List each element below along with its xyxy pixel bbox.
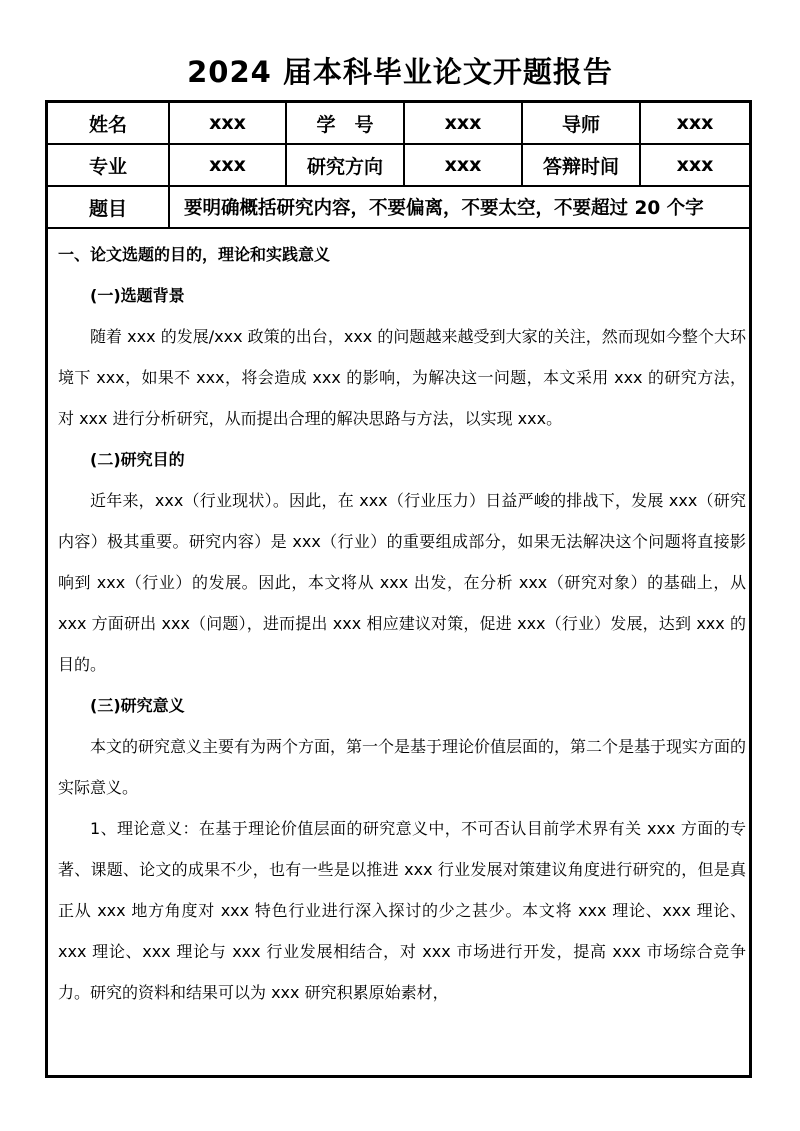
section-heading-1: 一、论文选题的目的，理论和实践意义 bbox=[58, 245, 331, 264]
paragraph-significance: 本文的研究意义主要有为两个方面，第一个是基于理论价值层面的，第二个是基于现实方面的实际意义。 bbox=[58, 737, 747, 797]
report-form bbox=[45, 100, 752, 1078]
info-table bbox=[48, 103, 749, 229]
info-row-2 bbox=[48, 144, 749, 186]
name-value: xxx bbox=[169, 103, 286, 144]
research-direction-value: xxx bbox=[404, 144, 522, 186]
research-direction-label: 研究方向 bbox=[286, 144, 404, 186]
topic-value: 要明确概括研究内容，不要偏离，不要太空，不要超过 20 个字 bbox=[169, 186, 749, 228]
subsection-heading-purpose: (二)研究目的 bbox=[90, 450, 185, 469]
report-title: 2024 届本科毕业论文开题报告 bbox=[187, 55, 613, 89]
subsection-heading-background: (一)选题背景 bbox=[90, 286, 185, 305]
defense-time-label: 答辩时间 bbox=[522, 144, 640, 186]
name-label: 姓名 bbox=[48, 103, 169, 144]
paragraph-theoretical-significance: 1、理论意义：在基于理论价值层面的研究意义中，不可否认目前学术界有关 xxx 方面的专著、课题、论文的成果不少，也有一些是以推进 xxx 行业发展对策建议角度进行研究的，但是真正从 xxx 地方角度对 xxx 特色行业进行深入探讨的少之甚少。本文将 xxx 理论、xxx 理论、xxx 理论、xxx 理论与 xxx 行业发展相结合，对 xxx 市场进行开发，提高 xxx 市场综合竞争力。研究的资料和结果可以为 xxx 研究积累原始素材， bbox=[58, 819, 746, 1002]
defense-time-value: xxx bbox=[640, 144, 749, 186]
topic-label: 题目 bbox=[48, 186, 169, 228]
paragraph-purpose: 近年来，xxx（行业现状）。因此，在 xxx（行业压力）日益严峻的排战下，发展 xxx（研究内容）极其重要。研究内容）是 xxx（行业）的重要组成部分，如果无法解决这个问题将直接影响到 xxx（行业）的发展。因此，本文将从 xxx 出发，在分析 xxx（研究对象）的基础上，从 xxx 方面研出 xxx（问题），进而提出 xxx 相应建议对策，促进 xxx（行业）发展，达到 xxx 的目的。 bbox=[58, 491, 746, 674]
major-value: xxx bbox=[169, 144, 286, 186]
advisor-label: 导师 bbox=[522, 103, 640, 144]
student-id-value: xxx bbox=[404, 103, 522, 144]
info-row-1 bbox=[48, 103, 749, 144]
info-row-3 bbox=[48, 186, 749, 228]
report-body bbox=[58, 234, 746, 1013]
paragraph-background: 随着 xxx 的发展/xxx 政策的出台，xxx 的问题越来越受到大家的关注，然而现如今整个大环境下 xxx，如果不 xxx，将会造成 xxx 的影响，为解决这一问题，本文采用 xxx 的研究方法，对 xxx 进行分析研究，从而提出合理的解决思路与方法，以实现 xxx。 bbox=[58, 327, 746, 428]
advisor-value: xxx bbox=[640, 103, 749, 144]
major-label: 专业 bbox=[48, 144, 169, 186]
subsection-heading-significance: (三)研究意义 bbox=[90, 696, 185, 715]
student-id-label: 学 号 bbox=[286, 103, 404, 144]
